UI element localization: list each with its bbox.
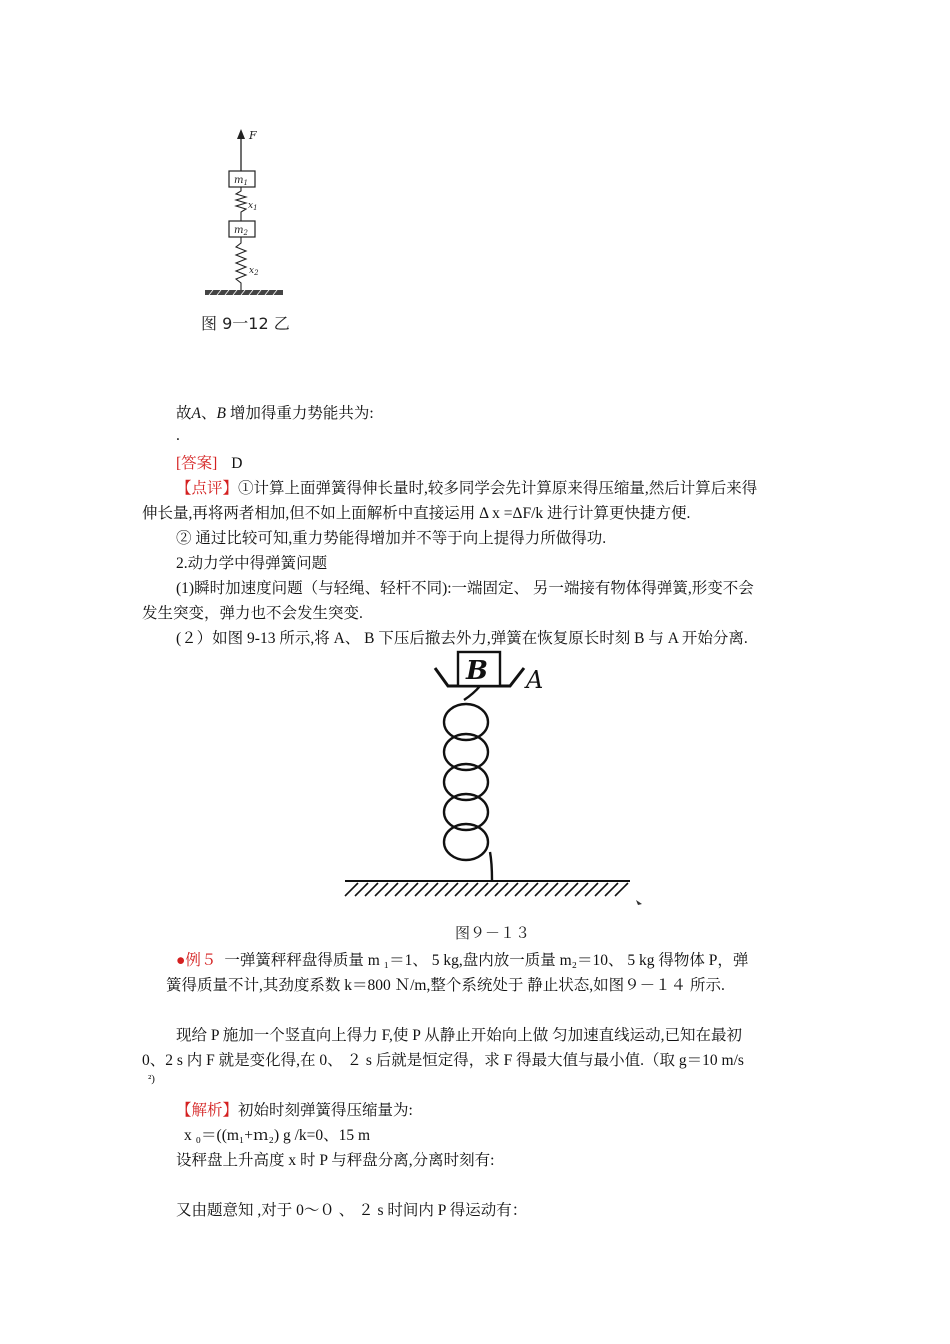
plate-a-label: A	[526, 666, 544, 694]
block-b-label: B	[466, 656, 488, 686]
para-1-line-2: 发生突变，弹力也不会发生突变.	[142, 605, 363, 622]
example-line-3: 现给 P 施加一个竖直向上得力 F,使 P 从静止开始向上做 匀加速直线运动,已知在最初	[176, 1027, 742, 1044]
comment-line-3: ② 通过比较可知,重力势能得增加并不等于向上提得力所做得功.	[176, 530, 607, 547]
analysis-line-2: x ₀＝((m₁+ｍ₂) g /k=0、15 m	[184, 1127, 371, 1144]
example-tag: ●例５	[176, 952, 217, 969]
answer-line	[176, 451, 242, 473]
answer-value: D	[231, 455, 243, 472]
para-2-line-1: (２）如图 9-13 所示,将 A、 B 下压后撤去外力,弹簧在恢复原长时刻 B 与 A 开始分离.	[176, 630, 748, 647]
analysis-line-3: 设秤盘上升高度 x 时 P 与秤盘分离,分离时刻有:	[176, 1152, 495, 1169]
mass1-label: $m_1$	[234, 175, 248, 187]
analysis-tag: 【解析】	[176, 1102, 239, 1119]
figure-9-12-caption: 图 9一12 乙	[201, 314, 290, 333]
force-label: F	[249, 129, 257, 142]
comment-line-2: 伸长量,再将两者相加,但不如上面解析中直接运用 Δ x =ΔF/k 进行计算更快捷方便.	[142, 505, 691, 522]
analysis-line-4: 又由题意知 ,对于 0～０ 、 ２ s 时间内 P 得运动有：	[176, 1202, 528, 1219]
example-line-1: ●例５ 一弹簧秤秤盘得质量 m ₁＝1、 5 kg,盘内放一质量 m₂＝10、 5 kg 得物体 P，弹	[176, 952, 749, 969]
mass2-label: $m_2$	[234, 225, 248, 237]
figure-9-12-diagram	[175, 125, 305, 340]
comment-tag: 【点评】	[176, 480, 239, 497]
comment-line-1: 【点评】①计算上面弹簧得伸长量时,较多同学会先计算原来得压缩量,然后计算后来得	[176, 480, 758, 497]
line-dot: .	[176, 427, 180, 444]
example-line-4: 0、2 s 内 F 就是变化得,在 0、 ２ s 后就是恒定得，求 F 得最大值与最小值.（取 g＝10 m/s	[142, 1052, 744, 1069]
line-gravity-energy: 故A、B 增加得重力势能共为:	[176, 405, 374, 422]
analysis-line-1: 【解析】初始时刻弹簧得压缩量为:	[176, 1102, 413, 1119]
section-heading: 2.动力学中得弹簧问题	[176, 555, 328, 572]
ext2-label: $x_2$	[249, 266, 259, 277]
figure-9-13-diagram	[340, 648, 650, 910]
example-line-2: 簧得质量不计,其劲度系数 k＝800 Ｎ/m,整个系统处于 静止状态,如图９－１４ 所示.	[166, 977, 725, 994]
answer-tag: [答案]	[176, 455, 218, 472]
para-1-line-1: (1)瞬时加速度问题（与轻绳、轻杆不同):一端固定、 另一端接有物体得弹簧,形变不会	[176, 580, 754, 597]
figure-9-13-caption: 图９－１３	[455, 924, 531, 942]
example-line-5: ²)	[148, 1073, 155, 1085]
ext1-label: $x_1$	[248, 201, 258, 212]
